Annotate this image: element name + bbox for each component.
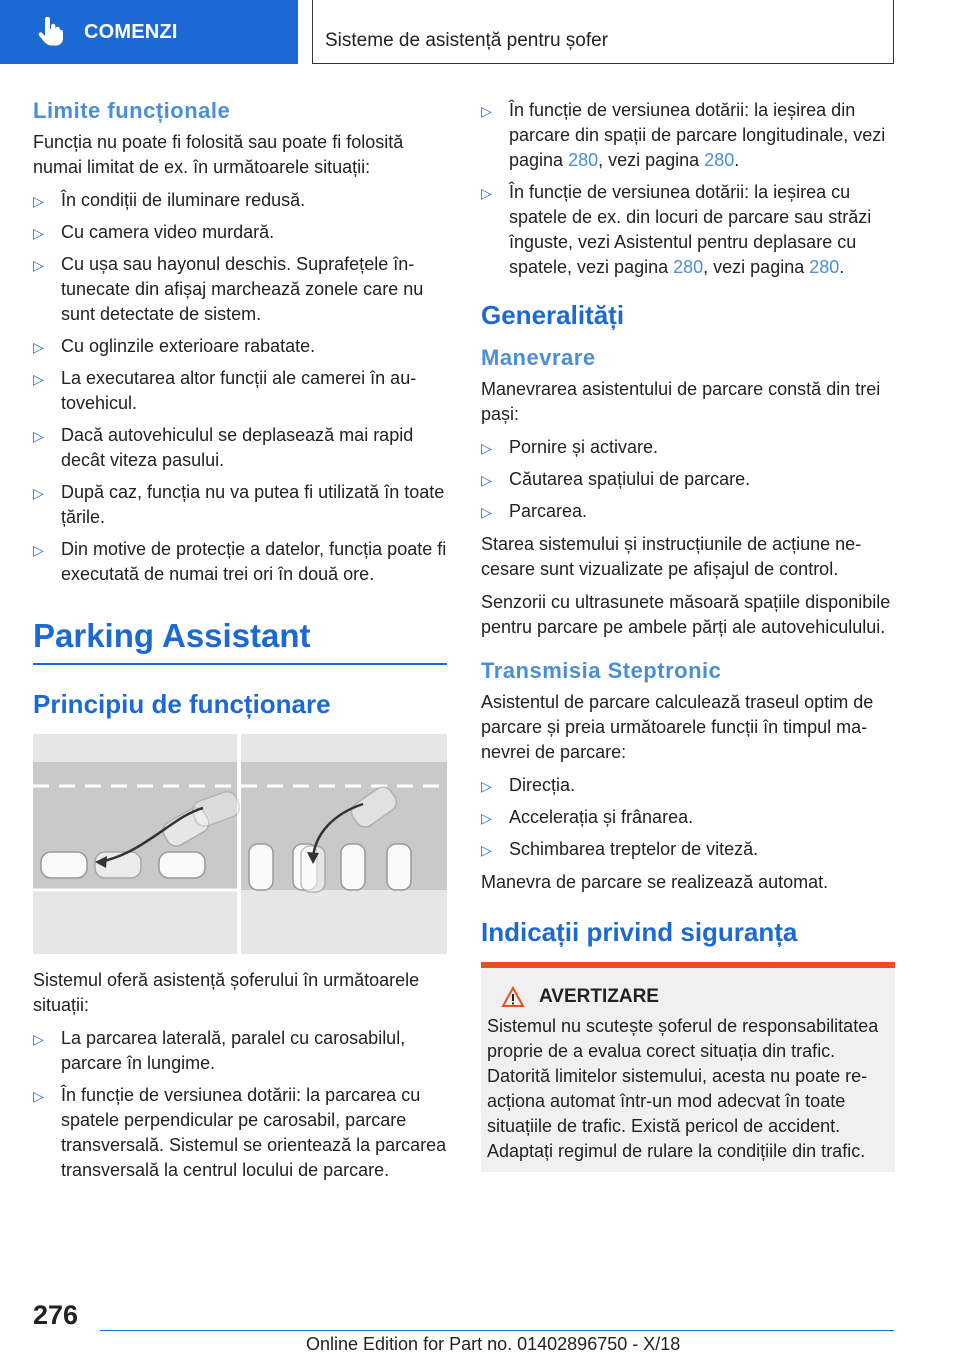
list-item: ▷ Schimbarea treptelor de viteză. <box>481 837 895 862</box>
section-title: Sisteme de asistență pentru șofer <box>325 30 609 51</box>
list-item: ▷ În funcție de versiunea dotării: la ieșirea din parcare din spații de parcare longitudinale, vezi pagina 280, vezi pagina 280. <box>481 100 886 170</box>
bullet-arrow-icon: ▷ <box>33 1088 44 1104</box>
list-item: ▷ Parcarea. <box>481 499 895 524</box>
bullet-arrow-icon: ▷ <box>481 185 492 201</box>
chapter-title: Parking Assistant <box>33 617 447 665</box>
edition-text: Online Edition for Part no. 01402896750 - X/18 <box>306 1334 681 1354</box>
page-link[interactable]: 280 <box>568 150 599 170</box>
maneuver-list <box>481 435 895 524</box>
list-item: ▷ La executarea altor funcții ale camerei în autovehicul. <box>33 368 417 413</box>
steptronic-heading: Transmisia Steptronic <box>481 658 722 683</box>
list-item: ▷ La parcarea laterală, paralel cu carosabilul, parcare în lungime. <box>33 1028 406 1073</box>
footer-divider <box>100 1330 894 1331</box>
section-header <box>312 0 894 64</box>
bullet-arrow-icon: ▷ <box>481 778 492 794</box>
bullet-arrow-icon: ▷ <box>33 485 44 501</box>
principle-heading: Principiu de funcționare <box>33 689 331 719</box>
hand-pointer-icon <box>36 17 64 47</box>
list-item: ▷ Cu ușa sau hayonul deschis. Suprafețele întunecate din afișaj marchează zonele care nu sunt detectate de sistem. <box>33 254 424 324</box>
status-text: Starea sistemului și instrucțiunile de acțiune necesare sunt vizualizate pe afișajul de control. <box>481 534 862 579</box>
limits-list <box>33 188 447 587</box>
bullet-arrow-icon: ▷ <box>33 1031 44 1047</box>
safety-heading: Indicații privind siguranța <box>481 917 798 947</box>
right-column <box>481 98 895 1172</box>
list-item: ▷ Cu oglinzile exterioare rabatate. <box>33 334 447 359</box>
list-item: ▷ Pornire și activare. <box>481 435 895 460</box>
assist-intro: Sistemul oferă asistență șoferului în următoarele situații: <box>33 970 420 1015</box>
parking-diagram <box>33 734 447 954</box>
assist-list <box>33 1026 447 1183</box>
page-link[interactable]: 280 <box>673 257 704 277</box>
bullet-arrow-icon: ▷ <box>33 193 44 209</box>
list-item: ▷ Din motive de protecție a datelor, funcția poate fi executată de numai trei ori în două ore. <box>33 539 447 584</box>
bullet-arrow-icon: ▷ <box>33 339 44 355</box>
list-item: ▷ După caz, funcția nu va putea fi utilizată în toate țările. <box>33 482 445 527</box>
list-item: ▷ În funcție de versiunea dotării: la ieșirea cu spatele de ex. din locuri de parcare sau străzi înguste, vezi Asistentul pentru deplasare cu spatele, vezi pagina 280, vezi pagina 280. <box>481 182 872 277</box>
limits-heading: Limite funcționale <box>33 98 231 123</box>
exit-list <box>481 98 895 280</box>
bullet-arrow-icon: ▷ <box>481 810 492 826</box>
page-number: 276 <box>33 1300 79 1330</box>
maneuver-heading: Manevrare <box>481 345 596 370</box>
bullet-arrow-icon: ▷ <box>481 842 492 858</box>
steptronic-intro: Asistentul de parcare calculează traseul optim de parcare și preia următoarele funcții în timpul manevrei de parcare: <box>481 692 874 762</box>
list-item: ▷ Dacă autovehiculul se deplasează mai rapid decât viteza pasului. <box>33 425 414 470</box>
warning-text: Sistemul nu scutește șoferul de responsabilitatea proprie de a evalua corect situația din trafic. Datorită limitelor sistemului, acesta nu poate reacționa automat într-un mod adecvat în toate situațiile de trafic. Există pericol de accident. Adaptați regimul de rulare la condițiile din trafic. <box>487 1016 879 1161</box>
warning-box <box>481 962 895 1172</box>
bullet-arrow-icon: ▷ <box>33 428 44 444</box>
bullet-arrow-icon: ▷ <box>481 472 492 488</box>
list-item: ▷ Direcția. <box>481 773 895 798</box>
bullet-arrow-icon: ▷ <box>33 257 44 273</box>
sensors-text: Senzorii cu ultrasunete măsoară spațiile disponibile pentru parcare pe ambele părți ale autovehiculului. <box>481 592 891 637</box>
list-item: ▷ Cu camera video murdară. <box>33 220 447 245</box>
warning-label: AVERTIZARE <box>539 986 659 1007</box>
chapter-tab-label: COMENZI <box>84 20 178 43</box>
page-link[interactable]: 280 <box>704 150 735 170</box>
page-link[interactable]: 280 <box>809 257 840 277</box>
maneuver-intro: Manevrarea asistentului de parcare constă din trei pași: <box>481 379 881 424</box>
bullet-arrow-icon: ▷ <box>481 440 492 456</box>
warning-triangle-icon <box>501 986 525 1008</box>
general-heading: Generalități <box>481 300 625 330</box>
warning-header <box>487 986 889 1008</box>
bullet-arrow-icon: ▷ <box>33 225 44 241</box>
steptronic-list <box>481 773 895 862</box>
list-item: ▷ Căutarea spațiului de parcare. <box>481 467 895 492</box>
limits-intro: Funcția nu poate fi folosită sau poate fi folosită numai limitat de ex. în următoarele situații: <box>33 132 404 177</box>
list-item: ▷ În condiții de iluminare redusă. <box>33 188 447 213</box>
bullet-arrow-icon: ▷ <box>33 542 44 558</box>
chapter-tab[interactable] <box>0 0 298 64</box>
list-item: ▷ În funcție de versiunea dotării: la parcarea cu spatele perpendicular pe carosabil, parcare transversală. Sistemul se orientează la parcarea transversală la centrul locului de parcare. <box>33 1085 447 1180</box>
left-column <box>33 98 447 1191</box>
bullet-arrow-icon: ▷ <box>481 103 492 119</box>
bullet-arrow-icon: ▷ <box>33 371 44 387</box>
list-item: ▷ Accelerația și frânarea. <box>481 805 895 830</box>
parking-illustration <box>33 734 447 954</box>
auto-text: Manevra de parcare se realizează automat. <box>481 872 829 892</box>
bullet-arrow-icon: ▷ <box>481 504 492 520</box>
